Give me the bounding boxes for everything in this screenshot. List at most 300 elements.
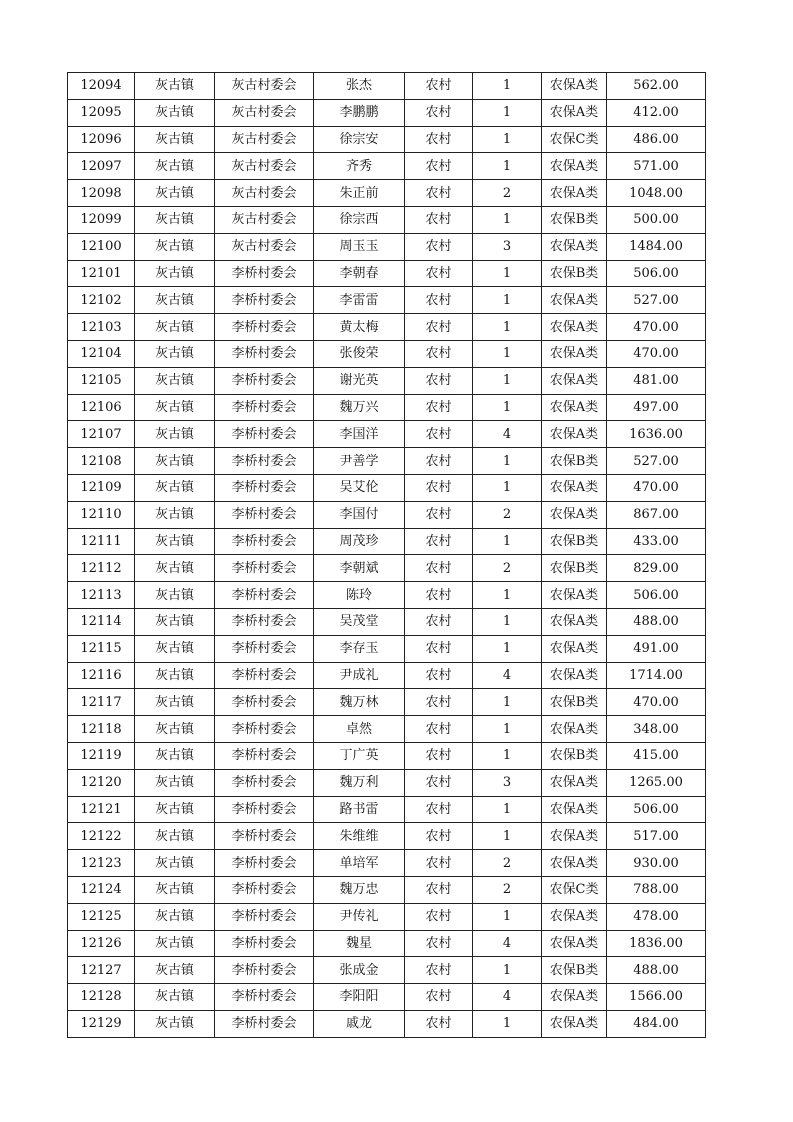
town-cell: 灰古镇 [135, 876, 215, 903]
household-type-cell: 农村 [405, 367, 473, 394]
table-row [68, 287, 706, 314]
person-name-cell: 李鹏鹏 [314, 99, 405, 126]
household-type-cell: 农村 [405, 180, 473, 207]
table-row [68, 769, 706, 796]
person-name-cell: 张杰 [314, 73, 405, 100]
household-type-cell: 农村 [405, 716, 473, 743]
household-type-cell: 农村 [405, 555, 473, 582]
town-cell: 灰古镇 [135, 850, 215, 877]
insurance-category-cell: 农保A类 [542, 582, 607, 609]
household-type-cell: 农村 [405, 823, 473, 850]
town-cell: 灰古镇 [135, 73, 215, 100]
person-name-cell: 尹成礼 [314, 662, 405, 689]
town-cell: 灰古镇 [135, 689, 215, 716]
member-count-cell: 1 [473, 742, 542, 769]
insurance-category-cell: 农保B类 [542, 957, 607, 984]
town-cell: 灰古镇 [135, 394, 215, 421]
household-type-cell: 农村 [405, 501, 473, 528]
insurance-category-cell: 农保A类 [542, 635, 607, 662]
amount-cell: 486.00 [607, 126, 706, 153]
household-type-cell: 农村 [405, 99, 473, 126]
village-committee-cell: 李桥村委会 [215, 582, 314, 609]
record-id-cell: 12098 [68, 180, 135, 207]
household-type-cell: 农村 [405, 1010, 473, 1037]
table-row [68, 876, 706, 903]
record-id-cell: 12106 [68, 394, 135, 421]
person-name-cell: 徐宗西 [314, 206, 405, 233]
insurance-category-cell: 农保A类 [542, 474, 607, 501]
record-id-cell: 12123 [68, 850, 135, 877]
table-row [68, 742, 706, 769]
amount-cell: 527.00 [607, 448, 706, 475]
member-count-cell: 2 [473, 850, 542, 877]
town-cell: 灰古镇 [135, 233, 215, 260]
household-type-cell: 农村 [405, 126, 473, 153]
member-count-cell: 1 [473, 99, 542, 126]
amount-cell: 1836.00 [607, 930, 706, 957]
amount-cell: 506.00 [607, 582, 706, 609]
village-committee-cell: 李桥村委会 [215, 716, 314, 743]
village-committee-cell: 李桥村委会 [215, 984, 314, 1011]
amount-cell: 867.00 [607, 501, 706, 528]
village-committee-cell: 灰古村委会 [215, 126, 314, 153]
town-cell: 灰古镇 [135, 448, 215, 475]
member-count-cell: 1 [473, 126, 542, 153]
town-cell: 灰古镇 [135, 126, 215, 153]
village-committee-cell: 李桥村委会 [215, 957, 314, 984]
town-cell: 灰古镇 [135, 957, 215, 984]
town-cell: 灰古镇 [135, 555, 215, 582]
town-cell: 灰古镇 [135, 984, 215, 1011]
insurance-category-cell: 农保A类 [542, 394, 607, 421]
household-type-cell: 农村 [405, 742, 473, 769]
insurance-category-cell: 农保B类 [542, 555, 607, 582]
amount-cell: 433.00 [607, 528, 706, 555]
insurance-category-cell: 农保A类 [542, 796, 607, 823]
town-cell: 灰古镇 [135, 903, 215, 930]
amount-cell: 1566.00 [607, 984, 706, 1011]
record-id-cell: 12112 [68, 555, 135, 582]
roster-table [67, 72, 706, 1038]
village-committee-cell: 李桥村委会 [215, 394, 314, 421]
insurance-category-cell: 农保A类 [542, 608, 607, 635]
person-name-cell: 魏万利 [314, 769, 405, 796]
household-type-cell: 农村 [405, 394, 473, 421]
village-committee-cell: 灰古村委会 [215, 73, 314, 100]
person-name-cell: 戚龙 [314, 1010, 405, 1037]
household-type-cell: 农村 [405, 582, 473, 609]
table-row [68, 662, 706, 689]
table-row [68, 716, 706, 743]
town-cell: 灰古镇 [135, 608, 215, 635]
record-id-cell: 12115 [68, 635, 135, 662]
insurance-category-cell: 农保A类 [542, 501, 607, 528]
person-name-cell: 吴艾伦 [314, 474, 405, 501]
table-row [68, 180, 706, 207]
table-row [68, 260, 706, 287]
village-committee-cell: 李桥村委会 [215, 930, 314, 957]
household-type-cell: 农村 [405, 608, 473, 635]
household-type-cell: 农村 [405, 689, 473, 716]
person-name-cell: 吴茂堂 [314, 608, 405, 635]
record-id-cell: 12117 [68, 689, 135, 716]
insurance-category-cell: 农保A类 [542, 180, 607, 207]
household-type-cell: 农村 [405, 260, 473, 287]
record-id-cell: 12103 [68, 314, 135, 341]
table-row [68, 126, 706, 153]
insurance-category-cell: 农保A类 [542, 367, 607, 394]
village-committee-cell: 李桥村委会 [215, 367, 314, 394]
insurance-category-cell: 农保A类 [542, 153, 607, 180]
town-cell: 灰古镇 [135, 180, 215, 207]
amount-cell: 1636.00 [607, 421, 706, 448]
town-cell: 灰古镇 [135, 662, 215, 689]
insurance-category-cell: 农保A类 [542, 287, 607, 314]
member-count-cell: 1 [473, 608, 542, 635]
table-row [68, 555, 706, 582]
member-count-cell: 1 [473, 716, 542, 743]
roster-body [68, 73, 706, 1038]
table-row [68, 474, 706, 501]
amount-cell: 527.00 [607, 287, 706, 314]
village-committee-cell: 李桥村委会 [215, 823, 314, 850]
town-cell: 灰古镇 [135, 153, 215, 180]
village-committee-cell: 李桥村委会 [215, 742, 314, 769]
insurance-category-cell: 农保B类 [542, 448, 607, 475]
amount-cell: 470.00 [607, 474, 706, 501]
person-name-cell: 朱维维 [314, 823, 405, 850]
record-id-cell: 12124 [68, 876, 135, 903]
person-name-cell: 谢光英 [314, 367, 405, 394]
insurance-category-cell: 农保A类 [542, 850, 607, 877]
table-row [68, 153, 706, 180]
amount-cell: 1048.00 [607, 180, 706, 207]
amount-cell: 488.00 [607, 957, 706, 984]
town-cell: 灰古镇 [135, 930, 215, 957]
table-row [68, 957, 706, 984]
record-id-cell: 12113 [68, 582, 135, 609]
record-id-cell: 12100 [68, 233, 135, 260]
insurance-category-cell: 农保A类 [542, 903, 607, 930]
record-id-cell: 12104 [68, 340, 135, 367]
record-id-cell: 12122 [68, 823, 135, 850]
village-committee-cell: 李桥村委会 [215, 501, 314, 528]
amount-cell: 500.00 [607, 206, 706, 233]
table-row [68, 823, 706, 850]
table-row [68, 1010, 706, 1037]
village-committee-cell: 李桥村委会 [215, 796, 314, 823]
member-count-cell: 3 [473, 233, 542, 260]
record-id-cell: 12111 [68, 528, 135, 555]
village-committee-cell: 李桥村委会 [215, 850, 314, 877]
person-name-cell: 朱正前 [314, 180, 405, 207]
table-row [68, 608, 706, 635]
insurance-category-cell: 农保A类 [542, 769, 607, 796]
member-count-cell: 1 [473, 582, 542, 609]
member-count-cell: 1 [473, 314, 542, 341]
member-count-cell: 2 [473, 501, 542, 528]
table-row [68, 796, 706, 823]
record-id-cell: 12119 [68, 742, 135, 769]
insurance-category-cell: 农保A类 [542, 1010, 607, 1037]
person-name-cell: 齐秀 [314, 153, 405, 180]
household-type-cell: 农村 [405, 340, 473, 367]
member-count-cell: 4 [473, 930, 542, 957]
amount-cell: 829.00 [607, 555, 706, 582]
village-committee-cell: 李桥村委会 [215, 474, 314, 501]
person-name-cell: 李朝春 [314, 260, 405, 287]
village-committee-cell: 李桥村委会 [215, 876, 314, 903]
household-type-cell: 农村 [405, 73, 473, 100]
record-id-cell: 12102 [68, 287, 135, 314]
person-name-cell: 黄太梅 [314, 314, 405, 341]
person-name-cell: 魏星 [314, 930, 405, 957]
town-cell: 灰古镇 [135, 528, 215, 555]
household-type-cell: 农村 [405, 984, 473, 1011]
town-cell: 灰古镇 [135, 421, 215, 448]
insurance-category-cell: 农保B类 [542, 742, 607, 769]
table-row [68, 314, 706, 341]
amount-cell: 491.00 [607, 635, 706, 662]
person-name-cell: 周玉玉 [314, 233, 405, 260]
household-type-cell: 农村 [405, 528, 473, 555]
table-row [68, 421, 706, 448]
insurance-category-cell: 农保B类 [542, 528, 607, 555]
town-cell: 灰古镇 [135, 367, 215, 394]
insurance-category-cell: 农保A类 [542, 421, 607, 448]
household-type-cell: 农村 [405, 153, 473, 180]
record-id-cell: 12094 [68, 73, 135, 100]
village-committee-cell: 李桥村委会 [215, 635, 314, 662]
town-cell: 灰古镇 [135, 314, 215, 341]
record-id-cell: 12128 [68, 984, 135, 1011]
member-count-cell: 1 [473, 474, 542, 501]
member-count-cell: 1 [473, 340, 542, 367]
insurance-category-cell: 农保A类 [542, 73, 607, 100]
table-row [68, 99, 706, 126]
record-id-cell: 12097 [68, 153, 135, 180]
insurance-category-cell: 农保A类 [542, 340, 607, 367]
record-id-cell: 12116 [68, 662, 135, 689]
town-cell: 灰古镇 [135, 769, 215, 796]
town-cell: 灰古镇 [135, 99, 215, 126]
amount-cell: 517.00 [607, 823, 706, 850]
household-type-cell: 农村 [405, 876, 473, 903]
table-row [68, 340, 706, 367]
member-count-cell: 1 [473, 903, 542, 930]
member-count-cell: 1 [473, 153, 542, 180]
village-committee-cell: 灰古村委会 [215, 233, 314, 260]
insurance-category-cell: 农保A类 [542, 233, 607, 260]
table-row [68, 367, 706, 394]
record-id-cell: 12107 [68, 421, 135, 448]
insurance-category-cell: 农保A类 [542, 823, 607, 850]
village-committee-cell: 李桥村委会 [215, 689, 314, 716]
person-name-cell: 周茂珍 [314, 528, 405, 555]
household-type-cell: 农村 [405, 850, 473, 877]
village-committee-cell: 李桥村委会 [215, 769, 314, 796]
member-count-cell: 1 [473, 796, 542, 823]
table-row [68, 930, 706, 957]
table-row [68, 635, 706, 662]
amount-cell: 788.00 [607, 876, 706, 903]
insurance-category-cell: 农保A类 [542, 930, 607, 957]
member-count-cell: 1 [473, 394, 542, 421]
person-name-cell: 尹传礼 [314, 903, 405, 930]
person-name-cell: 单培军 [314, 850, 405, 877]
household-type-cell: 农村 [405, 206, 473, 233]
member-count-cell: 1 [473, 448, 542, 475]
town-cell: 灰古镇 [135, 474, 215, 501]
village-committee-cell: 李桥村委会 [215, 287, 314, 314]
member-count-cell: 2 [473, 876, 542, 903]
member-count-cell: 2 [473, 555, 542, 582]
table-row [68, 394, 706, 421]
town-cell: 灰古镇 [135, 260, 215, 287]
village-committee-cell: 李桥村委会 [215, 1010, 314, 1037]
amount-cell: 470.00 [607, 340, 706, 367]
member-count-cell: 1 [473, 260, 542, 287]
member-count-cell: 2 [473, 180, 542, 207]
household-type-cell: 农村 [405, 796, 473, 823]
household-type-cell: 农村 [405, 287, 473, 314]
village-committee-cell: 李桥村委会 [215, 340, 314, 367]
record-id-cell: 12096 [68, 126, 135, 153]
member-count-cell: 1 [473, 287, 542, 314]
household-type-cell: 农村 [405, 474, 473, 501]
amount-cell: 481.00 [607, 367, 706, 394]
insurance-category-cell: 农保A类 [542, 984, 607, 1011]
record-id-cell: 12099 [68, 206, 135, 233]
amount-cell: 470.00 [607, 689, 706, 716]
village-committee-cell: 灰古村委会 [215, 99, 314, 126]
village-committee-cell: 李桥村委会 [215, 448, 314, 475]
household-type-cell: 农村 [405, 314, 473, 341]
table-row [68, 903, 706, 930]
village-committee-cell: 李桥村委会 [215, 528, 314, 555]
household-type-cell: 农村 [405, 903, 473, 930]
insurance-category-cell: 农保A类 [542, 99, 607, 126]
insurance-category-cell: 农保B类 [542, 689, 607, 716]
person-name-cell: 卓然 [314, 716, 405, 743]
amount-cell: 1484.00 [607, 233, 706, 260]
amount-cell: 1714.00 [607, 662, 706, 689]
record-id-cell: 12114 [68, 608, 135, 635]
member-count-cell: 1 [473, 528, 542, 555]
member-count-cell: 1 [473, 367, 542, 394]
town-cell: 灰古镇 [135, 340, 215, 367]
member-count-cell: 4 [473, 421, 542, 448]
town-cell: 灰古镇 [135, 206, 215, 233]
household-type-cell: 农村 [405, 662, 473, 689]
record-id-cell: 12118 [68, 716, 135, 743]
table-row [68, 689, 706, 716]
person-name-cell: 李阳阳 [314, 984, 405, 1011]
amount-cell: 470.00 [607, 314, 706, 341]
person-name-cell: 张成金 [314, 957, 405, 984]
table-row [68, 528, 706, 555]
person-name-cell: 李雷雷 [314, 287, 405, 314]
household-type-cell: 农村 [405, 769, 473, 796]
record-id-cell: 12110 [68, 501, 135, 528]
table-row [68, 233, 706, 260]
person-name-cell: 丁广英 [314, 742, 405, 769]
village-committee-cell: 李桥村委会 [215, 608, 314, 635]
person-name-cell: 徐宗安 [314, 126, 405, 153]
record-id-cell: 12127 [68, 957, 135, 984]
record-id-cell: 12095 [68, 99, 135, 126]
person-name-cell: 李存玉 [314, 635, 405, 662]
town-cell: 灰古镇 [135, 582, 215, 609]
member-count-cell: 1 [473, 823, 542, 850]
amount-cell: 506.00 [607, 796, 706, 823]
household-type-cell: 农村 [405, 421, 473, 448]
table-row [68, 206, 706, 233]
record-id-cell: 12125 [68, 903, 135, 930]
person-name-cell: 魏万兴 [314, 394, 405, 421]
person-name-cell: 尹善学 [314, 448, 405, 475]
town-cell: 灰古镇 [135, 823, 215, 850]
person-name-cell: 魏万忠 [314, 876, 405, 903]
amount-cell: 488.00 [607, 608, 706, 635]
household-type-cell: 农村 [405, 957, 473, 984]
amount-cell: 506.00 [607, 260, 706, 287]
person-name-cell: 李国付 [314, 501, 405, 528]
amount-cell: 571.00 [607, 153, 706, 180]
town-cell: 灰古镇 [135, 716, 215, 743]
village-committee-cell: 灰古村委会 [215, 206, 314, 233]
person-name-cell: 李国洋 [314, 421, 405, 448]
table-row [68, 73, 706, 100]
amount-cell: 415.00 [607, 742, 706, 769]
record-id-cell: 12109 [68, 474, 135, 501]
insurance-category-cell: 农保C类 [542, 126, 607, 153]
record-id-cell: 12108 [68, 448, 135, 475]
member-count-cell: 1 [473, 1010, 542, 1037]
village-committee-cell: 李桥村委会 [215, 260, 314, 287]
person-name-cell: 路书雷 [314, 796, 405, 823]
record-id-cell: 12120 [68, 769, 135, 796]
village-committee-cell: 李桥村委会 [215, 555, 314, 582]
member-count-cell: 1 [473, 635, 542, 662]
insurance-category-cell: 农保A类 [542, 314, 607, 341]
town-cell: 灰古镇 [135, 1010, 215, 1037]
member-count-cell: 4 [473, 662, 542, 689]
town-cell: 灰古镇 [135, 796, 215, 823]
record-id-cell: 12121 [68, 796, 135, 823]
town-cell: 灰古镇 [135, 287, 215, 314]
person-name-cell: 李朝斌 [314, 555, 405, 582]
household-type-cell: 农村 [405, 233, 473, 260]
amount-cell: 348.00 [607, 716, 706, 743]
table-row [68, 984, 706, 1011]
table-row [68, 448, 706, 475]
person-name-cell: 魏万林 [314, 689, 405, 716]
amount-cell: 478.00 [607, 903, 706, 930]
record-id-cell: 12101 [68, 260, 135, 287]
village-committee-cell: 灰古村委会 [215, 180, 314, 207]
person-name-cell: 张俊荣 [314, 340, 405, 367]
table-row [68, 850, 706, 877]
person-name-cell: 陈玲 [314, 582, 405, 609]
insurance-category-cell: 农保C类 [542, 876, 607, 903]
village-committee-cell: 李桥村委会 [215, 421, 314, 448]
amount-cell: 497.00 [607, 394, 706, 421]
village-committee-cell: 李桥村委会 [215, 662, 314, 689]
town-cell: 灰古镇 [135, 501, 215, 528]
insurance-category-cell: 农保B类 [542, 206, 607, 233]
record-id-cell: 12105 [68, 367, 135, 394]
